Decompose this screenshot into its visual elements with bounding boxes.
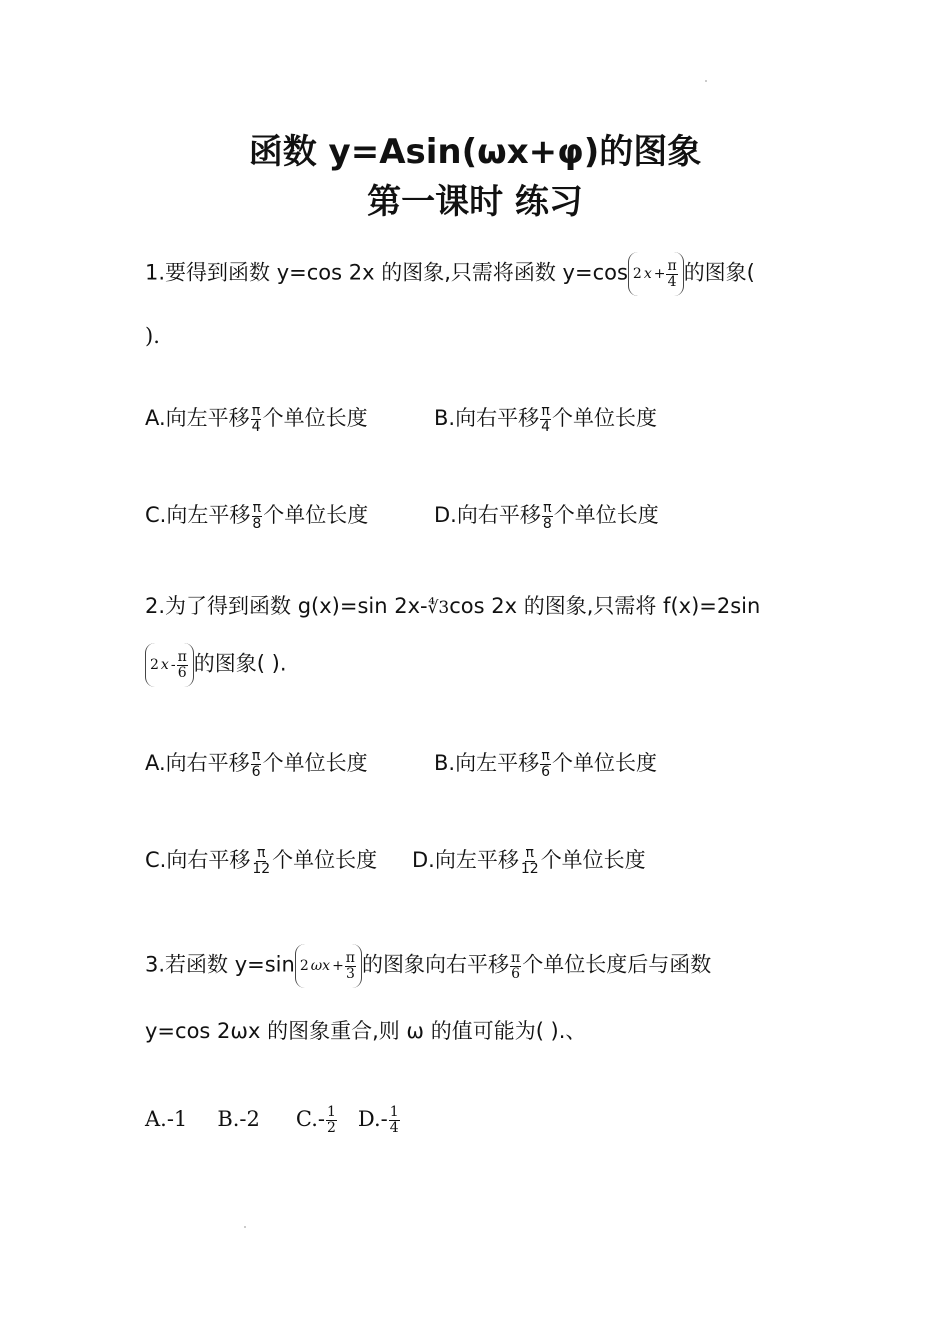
frac-num: π <box>257 844 266 861</box>
frac-num: π <box>251 402 261 419</box>
q1-frac-den: 4 <box>667 273 677 290</box>
option-label: A.向左平移 <box>145 406 250 430</box>
question-1-stem-end: ). <box>145 324 160 348</box>
q3-option-b: B.-2 <box>217 1107 260 1131</box>
q2-option-b <box>434 747 657 780</box>
frac-den: 6 <box>251 763 261 780</box>
frac-den: 6 <box>541 763 551 780</box>
document-subtitle: 第一课时 练习 <box>367 182 583 222</box>
q2-coef: 2 <box>150 657 159 673</box>
q2-option-c <box>145 844 377 877</box>
frac-den: 4 <box>389 1120 399 1136</box>
q2-stem-text-b: cos 2x 的图象,只需将 f(x)=2sin <box>449 594 761 618</box>
q1-option-a <box>145 402 368 435</box>
option-tail: 个单位长度 <box>553 503 659 527</box>
q2-frac-num: π <box>177 648 187 665</box>
speck-mark <box>244 1226 246 1228</box>
option-fraction <box>540 749 551 780</box>
frac-den: 12 <box>252 860 271 877</box>
frac-num: π <box>541 747 550 764</box>
q3-option-d <box>357 1104 401 1136</box>
option-label: D.向左平移 <box>412 848 519 872</box>
option-label: A.向右平移 <box>145 751 250 775</box>
option-fraction <box>251 846 271 877</box>
question-2-stem-line2 <box>145 643 287 687</box>
q1-option-d <box>434 499 659 532</box>
option-label: C.- <box>295 1107 325 1131</box>
q2-var: x <box>160 657 169 673</box>
q2-option-d <box>412 844 646 877</box>
q1-coef: 2 <box>632 266 642 282</box>
option-label: C.向左平移 <box>145 503 251 527</box>
q1-var: x <box>643 266 652 282</box>
option-fraction <box>389 1105 400 1136</box>
option-tail: 个单位长度 <box>552 406 658 430</box>
frac-num: π <box>251 747 261 764</box>
q2-fraction <box>177 650 188 681</box>
q3-var: ωx <box>310 958 331 974</box>
q3-paren-expr <box>295 944 362 988</box>
frac-num: π <box>525 844 534 861</box>
q2-op: - <box>170 657 176 673</box>
question-1-stem <box>145 252 755 296</box>
option-fraction <box>251 749 262 780</box>
frac-num: 1 <box>389 1104 399 1120</box>
option-fraction <box>540 404 551 435</box>
option-tail: 个单位长度 <box>272 848 378 872</box>
q2-option-a <box>145 747 368 780</box>
option-fraction <box>542 501 553 532</box>
q1-option-b <box>434 402 657 435</box>
q2-frac-den: 6 <box>177 664 187 681</box>
q3-fraction <box>345 951 356 982</box>
q3-shift-num: π <box>511 949 521 966</box>
question-2-stem <box>145 590 760 624</box>
question-3-stem <box>145 944 711 988</box>
option-fraction <box>251 501 262 532</box>
option-fraction <box>520 846 540 877</box>
q2-paren-expr <box>145 643 194 687</box>
frac-num: 1 <box>326 1104 336 1120</box>
frac-num: π <box>541 402 550 419</box>
option-label: B.向左平移 <box>434 751 540 775</box>
q1-stem-text: 1.要得到函数 y=cos 2x 的图象,只需将函数 y=cos <box>145 260 628 285</box>
option-fraction <box>326 1105 337 1136</box>
q2-stem-text: 2.为了得到函数 g(x)=sin 2x- <box>145 594 428 618</box>
frac-den: 2 <box>326 1120 336 1136</box>
q3-options <box>145 1103 401 1136</box>
q3-coef: 2 <box>299 958 309 974</box>
option-tail: 个单位长度 <box>263 503 369 527</box>
q2-radical: ∜3 <box>427 598 450 618</box>
frac-num: π <box>252 499 262 516</box>
option-tail: 个单位长度 <box>262 406 368 430</box>
option-label: D.向右平移 <box>434 503 541 527</box>
q3-stem-text-c: 个单位长度后与函数 <box>522 952 712 977</box>
q1-stem-tail: 的图象( <box>683 260 755 285</box>
q3-op: + <box>332 958 344 974</box>
frac-den: 4 <box>251 418 261 435</box>
option-label: C.向右平移 <box>145 848 251 872</box>
q3-frac-den: 3 <box>345 965 355 982</box>
question-3-stem-line2: y=cos 2ωx 的图象重合,则 ω 的值可能为( ).、 <box>145 1019 587 1043</box>
q3-stem-text: 3.若函数 y=sin <box>145 952 295 977</box>
frac-den: 8 <box>542 515 552 532</box>
frac-den: 4 <box>541 418 551 435</box>
q1-op: + <box>653 266 666 282</box>
option-label: D.- <box>357 1107 388 1131</box>
q3-frac-num: π <box>345 949 355 966</box>
option-tail: 个单位长度 <box>540 848 646 872</box>
q3-option-c <box>295 1104 338 1136</box>
option-tail: 个单位长度 <box>262 751 368 775</box>
option-tail: 个单位长度 <box>552 751 658 775</box>
q3-shift-fraction <box>510 951 521 982</box>
option-fraction <box>251 404 262 435</box>
frac-den: 12 <box>520 860 539 877</box>
speck-mark <box>705 80 707 82</box>
q1-option-c <box>145 499 368 532</box>
q1-paren-expr <box>628 252 684 296</box>
frac-num: π <box>543 499 552 516</box>
q3-shift-den: 6 <box>511 965 521 982</box>
q2-stem-tail: 的图象( ). <box>193 651 287 676</box>
q1-frac-num: π <box>667 257 677 274</box>
q3-stem-text-b: 的图象向右平移 <box>362 952 509 977</box>
q1-fraction <box>666 259 677 290</box>
frac-den: 8 <box>252 515 262 532</box>
document-title: 函数 y=Asin(ωx+φ)的图象 <box>248 132 702 172</box>
option-label: B.向右平移 <box>434 406 540 430</box>
q3-option-a: A.-1 <box>145 1107 188 1131</box>
